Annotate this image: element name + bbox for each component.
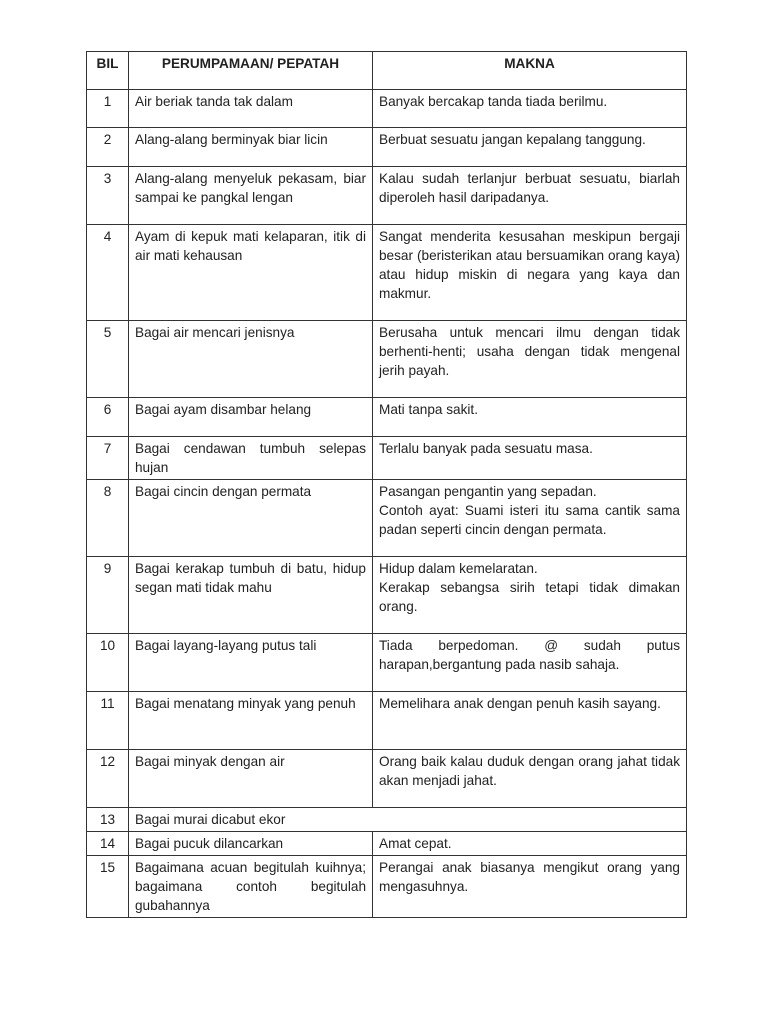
- pepatah-text: Air beriak tanda tak dalam: [135, 94, 293, 109]
- header-perumpamaan: PERUMPAMAAN/ PEPATAH: [129, 52, 373, 90]
- row-number: 8: [87, 480, 129, 557]
- makna-cell: [373, 437, 687, 480]
- table-row: [87, 398, 687, 437]
- makna-text: Hidup dalam kemelaratan.: [379, 561, 538, 576]
- makna-text: Banyak bercakap tanda tiada berilmu.: [379, 94, 608, 109]
- makna-cell: [373, 480, 687, 557]
- row-number: 7: [87, 437, 129, 480]
- makna-cell: [373, 832, 687, 856]
- pepatah-text: Alang-alang menyeluk pekasam, biar sampai ke pangkal lengan: [135, 171, 366, 205]
- pepatah-text: Bagai murai dicabut ekor: [135, 812, 286, 827]
- makna-text: Berusaha untuk mencari ilmu dengan tidak berhenti-henti; usaha dengan tidak mengenal jerih payah.: [379, 325, 680, 378]
- pepatah-text: Alang-alang berminyak biar licin: [135, 132, 328, 147]
- table-row: [87, 692, 687, 750]
- row-number: 6: [87, 398, 129, 437]
- header-makna: MAKNA: [373, 52, 687, 90]
- makna-cell: [373, 856, 687, 918]
- table-row: [87, 557, 687, 634]
- makna-text: Perangai anak biasanya mengikut orang yang mengasuhnya.: [379, 860, 680, 894]
- pepatah-cell: [129, 557, 373, 634]
- pepatah-text: Bagai cincin dengan permata: [135, 484, 312, 499]
- header-row: [87, 52, 687, 90]
- table-row: [87, 90, 687, 128]
- makna-text: Berbuat sesuatu jangan kepalang tanggung.: [379, 132, 646, 147]
- pepatah-cell: [129, 90, 373, 128]
- table-row: [87, 634, 687, 692]
- pepatah-cell: [129, 808, 373, 832]
- makna-text: Contoh ayat: Suami isteri itu sama cantik sama padan seperti cincin dengan permata.: [379, 503, 680, 537]
- peribahasa-table: [86, 51, 687, 918]
- pepatah-cell: [129, 321, 373, 398]
- makna-text: Sangat menderita kesusahan meskipun bergaji besar (beristerikan atau bersuamikan orang kaya) atau hidup miskin di negara yang kaya dan makmur.: [379, 229, 680, 301]
- table-row: [87, 225, 687, 321]
- makna-text: Memelihara anak dengan penuh kasih sayang.: [379, 696, 661, 711]
- table-row: [87, 167, 687, 225]
- makna-cell: [373, 634, 687, 692]
- pepatah-text: Bagai cendawan tumbuh selepas hujan: [135, 441, 366, 475]
- pepatah-cell: [129, 856, 373, 918]
- table-row: [87, 321, 687, 398]
- table-body: [87, 90, 687, 918]
- makna-cell: [373, 225, 687, 321]
- makna-cell: [373, 808, 687, 832]
- makna-cell: [373, 750, 687, 808]
- makna-text: Kalau sudah terlanjur berbuat sesuatu, biarlah diperoleh hasil daripadanya.: [379, 171, 680, 205]
- row-number: 15: [87, 856, 129, 918]
- pepatah-cell: [129, 692, 373, 750]
- row-number: 11: [87, 692, 129, 750]
- header-bil: BIL: [87, 52, 129, 90]
- row-number: 4: [87, 225, 129, 321]
- pepatah-text: Bagai menatang minyak yang penuh: [135, 696, 356, 711]
- pepatah-cell: [129, 750, 373, 808]
- pepatah-cell: [129, 225, 373, 321]
- row-number: 12: [87, 750, 129, 808]
- table-row: [87, 808, 687, 832]
- makna-text: Orang baik kalau duduk dengan orang jahat tidak akan menjadi jahat.: [379, 754, 680, 788]
- row-number: 9: [87, 557, 129, 634]
- makna-text: Terlalu banyak pada sesuatu masa.: [379, 441, 593, 456]
- makna-cell: [373, 321, 687, 398]
- makna-cell: [373, 128, 687, 167]
- row-number: 1: [87, 90, 129, 128]
- pepatah-cell: [129, 832, 373, 856]
- pepatah-cell: [129, 128, 373, 167]
- pepatah-text: Bagai kerakap tumbuh di batu, hidup segan mati tidak mahu: [135, 561, 366, 595]
- pepatah-cell: [129, 398, 373, 437]
- pepatah-text: Bagai minyak dengan air: [135, 754, 285, 769]
- pepatah-cell: [129, 634, 373, 692]
- makna-cell: [373, 167, 687, 225]
- row-number: 13: [87, 808, 129, 832]
- table-row: [87, 128, 687, 167]
- pepatah-cell: [129, 437, 373, 480]
- makna-text: Amat cepat.: [379, 836, 452, 851]
- makna-text: Mati tanpa sakit.: [379, 402, 478, 417]
- row-number: 2: [87, 128, 129, 167]
- row-number: 14: [87, 832, 129, 856]
- table-row: [87, 437, 687, 480]
- pepatah-text: Bagai air mencari jenisnya: [135, 325, 295, 340]
- table-row: [87, 480, 687, 557]
- makna-text: Pasangan pengantin yang sepadan.: [379, 484, 597, 499]
- pepatah-text: Bagai pucuk dilancarkan: [135, 836, 284, 851]
- table-row: [87, 750, 687, 808]
- pepatah-cell: [129, 167, 373, 225]
- makna-cell: [373, 90, 687, 128]
- pepatah-text: Bagaimana acuan begitulah kuihnya; bagaimana contoh begitulah gubahannya: [135, 860, 366, 913]
- makna-cell: [373, 557, 687, 634]
- makna-cell: [373, 692, 687, 750]
- pepatah-text: Ayam di kepuk mati kelaparan, itik di air mati kehausan: [135, 229, 366, 263]
- row-number: 5: [87, 321, 129, 398]
- table-row: [87, 832, 687, 856]
- row-number: 3: [87, 167, 129, 225]
- row-number: 10: [87, 634, 129, 692]
- pepatah-text: Bagai layang-layang putus tali: [135, 638, 317, 653]
- pepatah-cell: [129, 480, 373, 557]
- makna-text: Tiada berpedoman. @ sudah putus harapan,bergantung pada nasib sahaja.: [379, 638, 680, 672]
- table-row: [87, 856, 687, 918]
- pepatah-text: Bagai ayam disambar helang: [135, 402, 312, 417]
- makna-text: Kerakap sebangsa sirih tetapi tidak dimakan orang.: [379, 580, 680, 614]
- makna-cell: [373, 398, 687, 437]
